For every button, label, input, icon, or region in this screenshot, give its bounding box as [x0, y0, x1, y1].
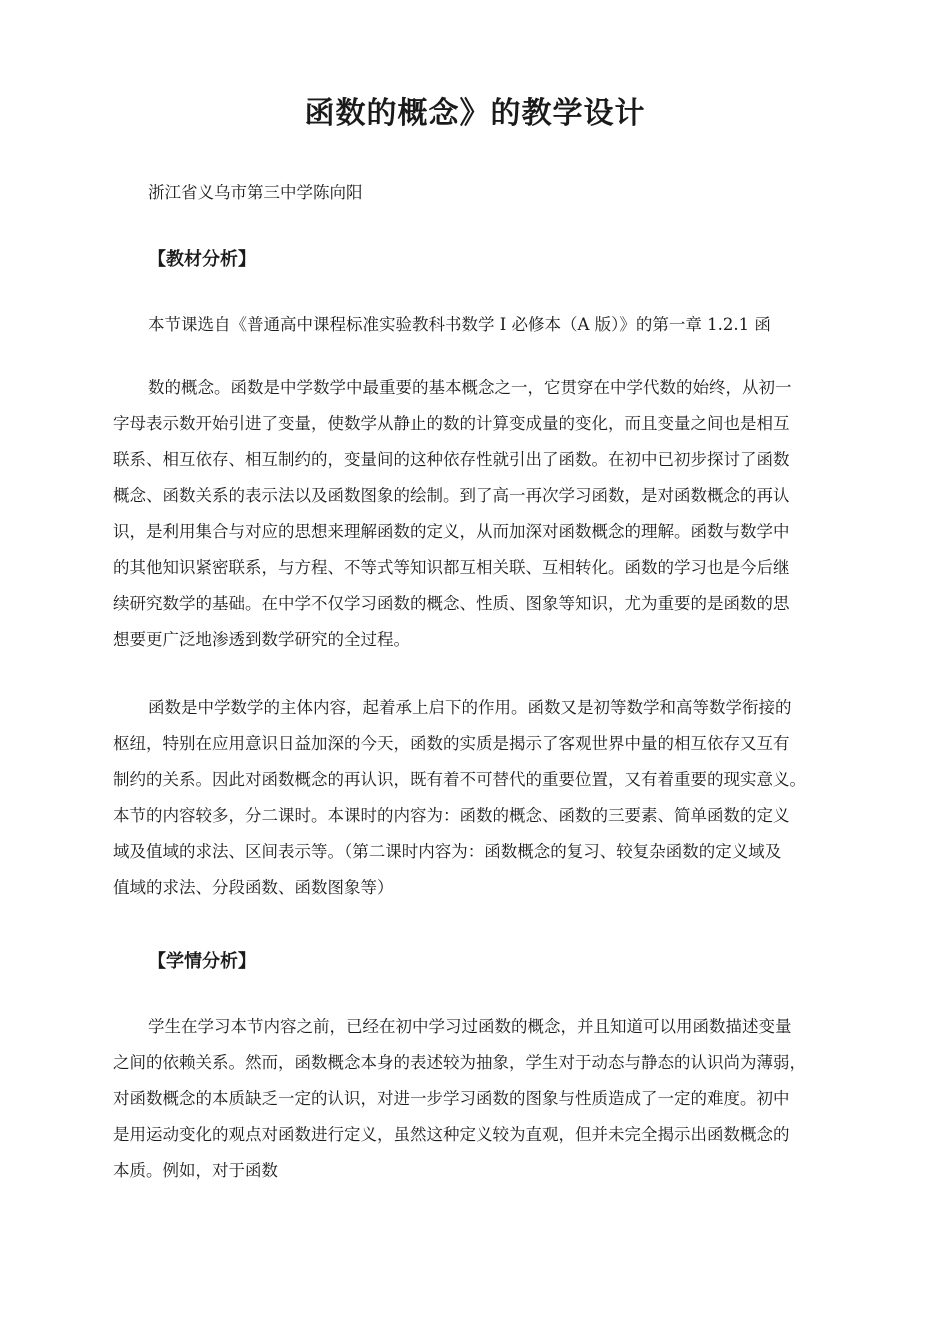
text-line: 字母表示数开始引进了变量，使数学从静止的数的计算变成量的变化，而且变量之间也是相互	[113, 414, 790, 433]
author-line: 浙江省义乌市第三中学陈向阳	[148, 183, 363, 202]
text-line: 函数是中学数学的主体内容，起着承上启下的作用。函数又是初等数学和高等数学衔接的	[148, 698, 792, 717]
text-line: 的其他知识紧密联系，与方程、不等式等知识都互相关联、互相转化。函数的学习也是今后继	[113, 558, 790, 577]
section-heading-learner-analysis: 【学情分析】	[148, 951, 256, 972]
text-line: 之间的依赖关系。然而，函数概念本身的表述较为抽象，学生对于动态与静态的认识尚为薄弱，	[113, 1053, 806, 1072]
text-line: 联系、相互依存、相互制约的，变量间的这种依存性就引出了函数。在初中已初步探讨了函数	[113, 450, 790, 469]
text-line: 域及值域的求法、区间表示等。（第二课时内容为：函数概念的复习、较复杂函数的定义域及	[113, 842, 782, 861]
text-line: 本节课选自《普通高中课程标准实验教科书数学 I 必修本（A 版）》的第一章 1.2.1 函	[148, 315, 771, 334]
text-line: 想要更广泛地渗透到数学研究的全过程。	[113, 630, 410, 649]
text-line: 本质。例如，对于函数	[113, 1161, 278, 1180]
text-line: 识，是利用集合与对应的思想来理解函数的定义，从而加深对函数概念的理解。函数与数学中	[113, 522, 790, 541]
text-line: 是用运动变化的观点对函数进行定义，虽然这种定义较为直观，但并未完全揭示出函数概念的	[113, 1125, 790, 1144]
section-heading-textbook-analysis: 【教材分析】	[148, 249, 256, 270]
document-title: 函数的概念》的教学设计	[304, 96, 646, 131]
text-line: 概念、函数关系的表示法以及函数图象的绘制。到了高一再次学习函数，是对函数概念的再认	[113, 486, 790, 505]
text-line: 本节的内容较多，分二课时。本课时的内容为：函数的概念、函数的三要素、简单函数的定义	[113, 806, 790, 825]
text-line: 数的概念。函数是中学数学中最重要的基本概念之一，它贯穿在中学代数的始终，从初一	[148, 378, 792, 397]
text-line: 对函数概念的本质缺乏一定的认识，对进一步学习函数的图象与性质造成了一定的难度。初中	[113, 1089, 790, 1108]
text-line: 学生在学习本节内容之前，已经在初中学习过函数的概念，并且知道可以用函数描述变量	[148, 1017, 792, 1036]
text-line: 制约的关系。因此对函数概念的再认识，既有着不可替代的重要位置，又有着重要的现实意义。	[113, 770, 806, 789]
text-line: 枢纽，特别在应用意识日益加深的今天，函数的实质是揭示了客观世界中量的相互依存又互有	[113, 734, 790, 753]
text-line: 值域的求法、分段函数、函数图象等）	[113, 878, 394, 897]
text-line: 续研究数学的基础。在中学不仅学习函数的概念、性质、图象等知识，尤为重要的是函数的思	[113, 594, 790, 613]
